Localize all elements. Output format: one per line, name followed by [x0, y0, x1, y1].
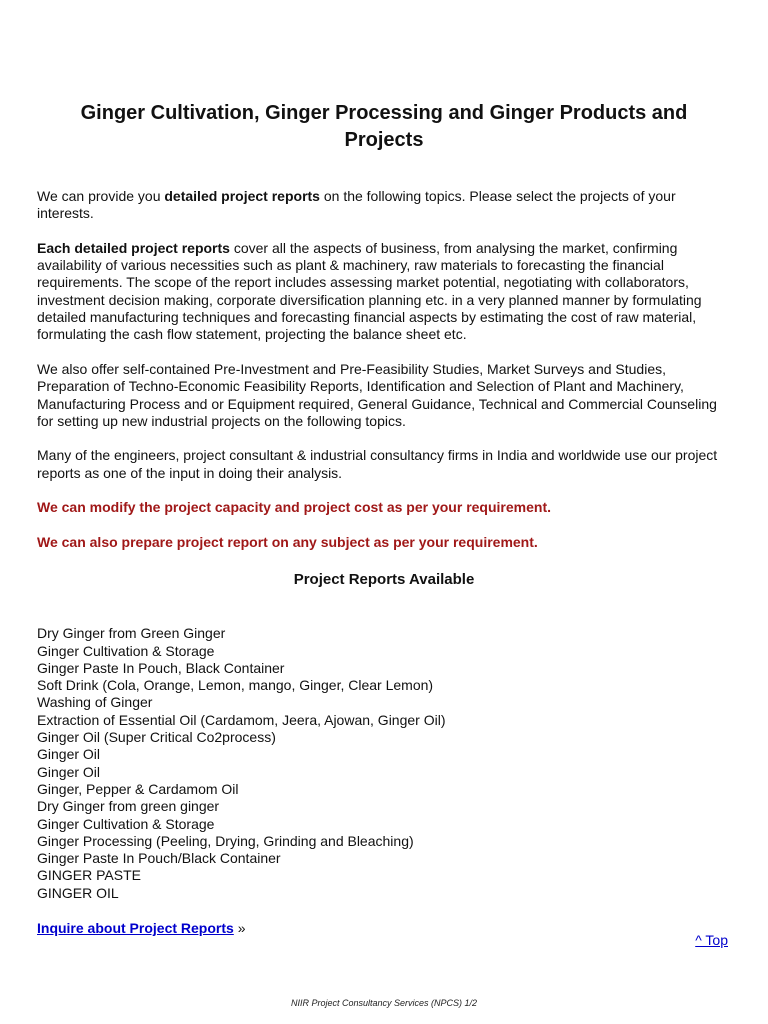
list-item: Ginger Oil	[37, 746, 101, 763]
scope-bold-text: Each detailed project reports	[37, 239, 230, 256]
list-item: Washing of Ginger	[37, 694, 153, 711]
list-item: Dry Ginger from green ginger	[37, 798, 220, 815]
list-item: Ginger Paste In Pouch, Black Container	[37, 659, 285, 676]
scope-paragraph	[37, 240, 731, 344]
modify-capacity-notice: We can modify the project capacity and project cost as per your requirement.	[37, 499, 551, 516]
inquire-link[interactable]: Inquire about Project Reports	[37, 919, 234, 936]
list-item: Ginger, Pepper & Cardamom Oil	[37, 780, 239, 797]
document-body	[37, 188, 731, 937]
inquire-line	[37, 920, 731, 937]
intro-paragraph	[37, 188, 731, 223]
page-title: Ginger Cultivation, Ginger Processing and Ginger Products and Projects	[80, 102, 688, 151]
services-paragraph: We also offer self-contained Pre-Investment and Pre-Feasibility Studies, Market Surveys and Studies, Preparation of Techno-Economic Feasibility Reports, Identification and Selection of Plant and Machinery, Manufacturing Process and or Equipment required, General Guidance, Technical and Commercial Counseling for setting up new industrial projects on the following topics.	[37, 360, 717, 429]
list-item: Ginger Cultivation & Storage	[37, 642, 215, 659]
list-item: Ginger Oil (Super Critical Co2process)	[37, 729, 276, 746]
list-item: GINGER OIL	[37, 884, 119, 901]
list-item: Ginger Paste In Pouch/Black Container	[37, 850, 281, 867]
list-item: GINGER PASTE	[37, 867, 141, 884]
reports-section-heading: Project Reports Available	[293, 571, 475, 589]
inquire-arrow: »	[233, 919, 246, 936]
list-item: Ginger Cultivation & Storage	[37, 815, 215, 832]
back-to-top-link[interactable]: ^ Top	[695, 932, 728, 948]
intro-text-before: We can provide you	[37, 188, 165, 204]
list-item: Ginger Processing (Peeling, Drying, Grinding and Bleaching)	[37, 832, 414, 849]
list-item: Dry Ginger from Green Ginger	[37, 625, 226, 642]
intro-bold-text: detailed project reports	[164, 188, 320, 204]
list-item: Ginger Oil	[37, 763, 101, 780]
intro-text-after: on the following topics. Please select the projects of your interests.	[37, 188, 676, 222]
list-item: Soft Drink (Cola, Orange, Lemon, mango, Ginger, Clear Lemon)	[37, 677, 434, 694]
page-footer: NIIR Project Consultancy Services (NPCS) 1/2	[290, 998, 478, 1008]
custom-report-notice: We can also prepare project report on any subject as per your requirement.	[37, 533, 538, 550]
usage-paragraph: Many of the engineers, project consultant & industrial consultancy firms in India and worldwide use our project reports as one of the input in doing their analysis.	[37, 447, 718, 481]
reports-list	[37, 625, 731, 902]
scope-text: cover all the aspects of business, from analysing the market, confirming availability of various necessities such as plant & machinery, raw materials to forecasting the financial requirements. The scope of the report includes assessing market potential, negotiating with collaborators, investment decision making, corporate diversification planning etc. in a very planned manner by formulating detailed manufacturing techniques and forecasting financial aspects by estimating the cost of raw material, formulating the cash flow statement, projecting the balance sheet etc.	[37, 239, 702, 343]
list-item: Extraction of Essential Oil (Cardamom, Jeera, Ajowan, Ginger Oil)	[37, 711, 446, 728]
